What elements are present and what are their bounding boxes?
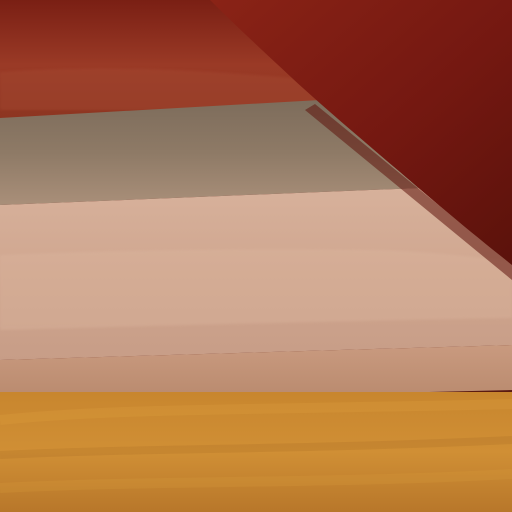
light-board-highlight <box>0 249 512 330</box>
